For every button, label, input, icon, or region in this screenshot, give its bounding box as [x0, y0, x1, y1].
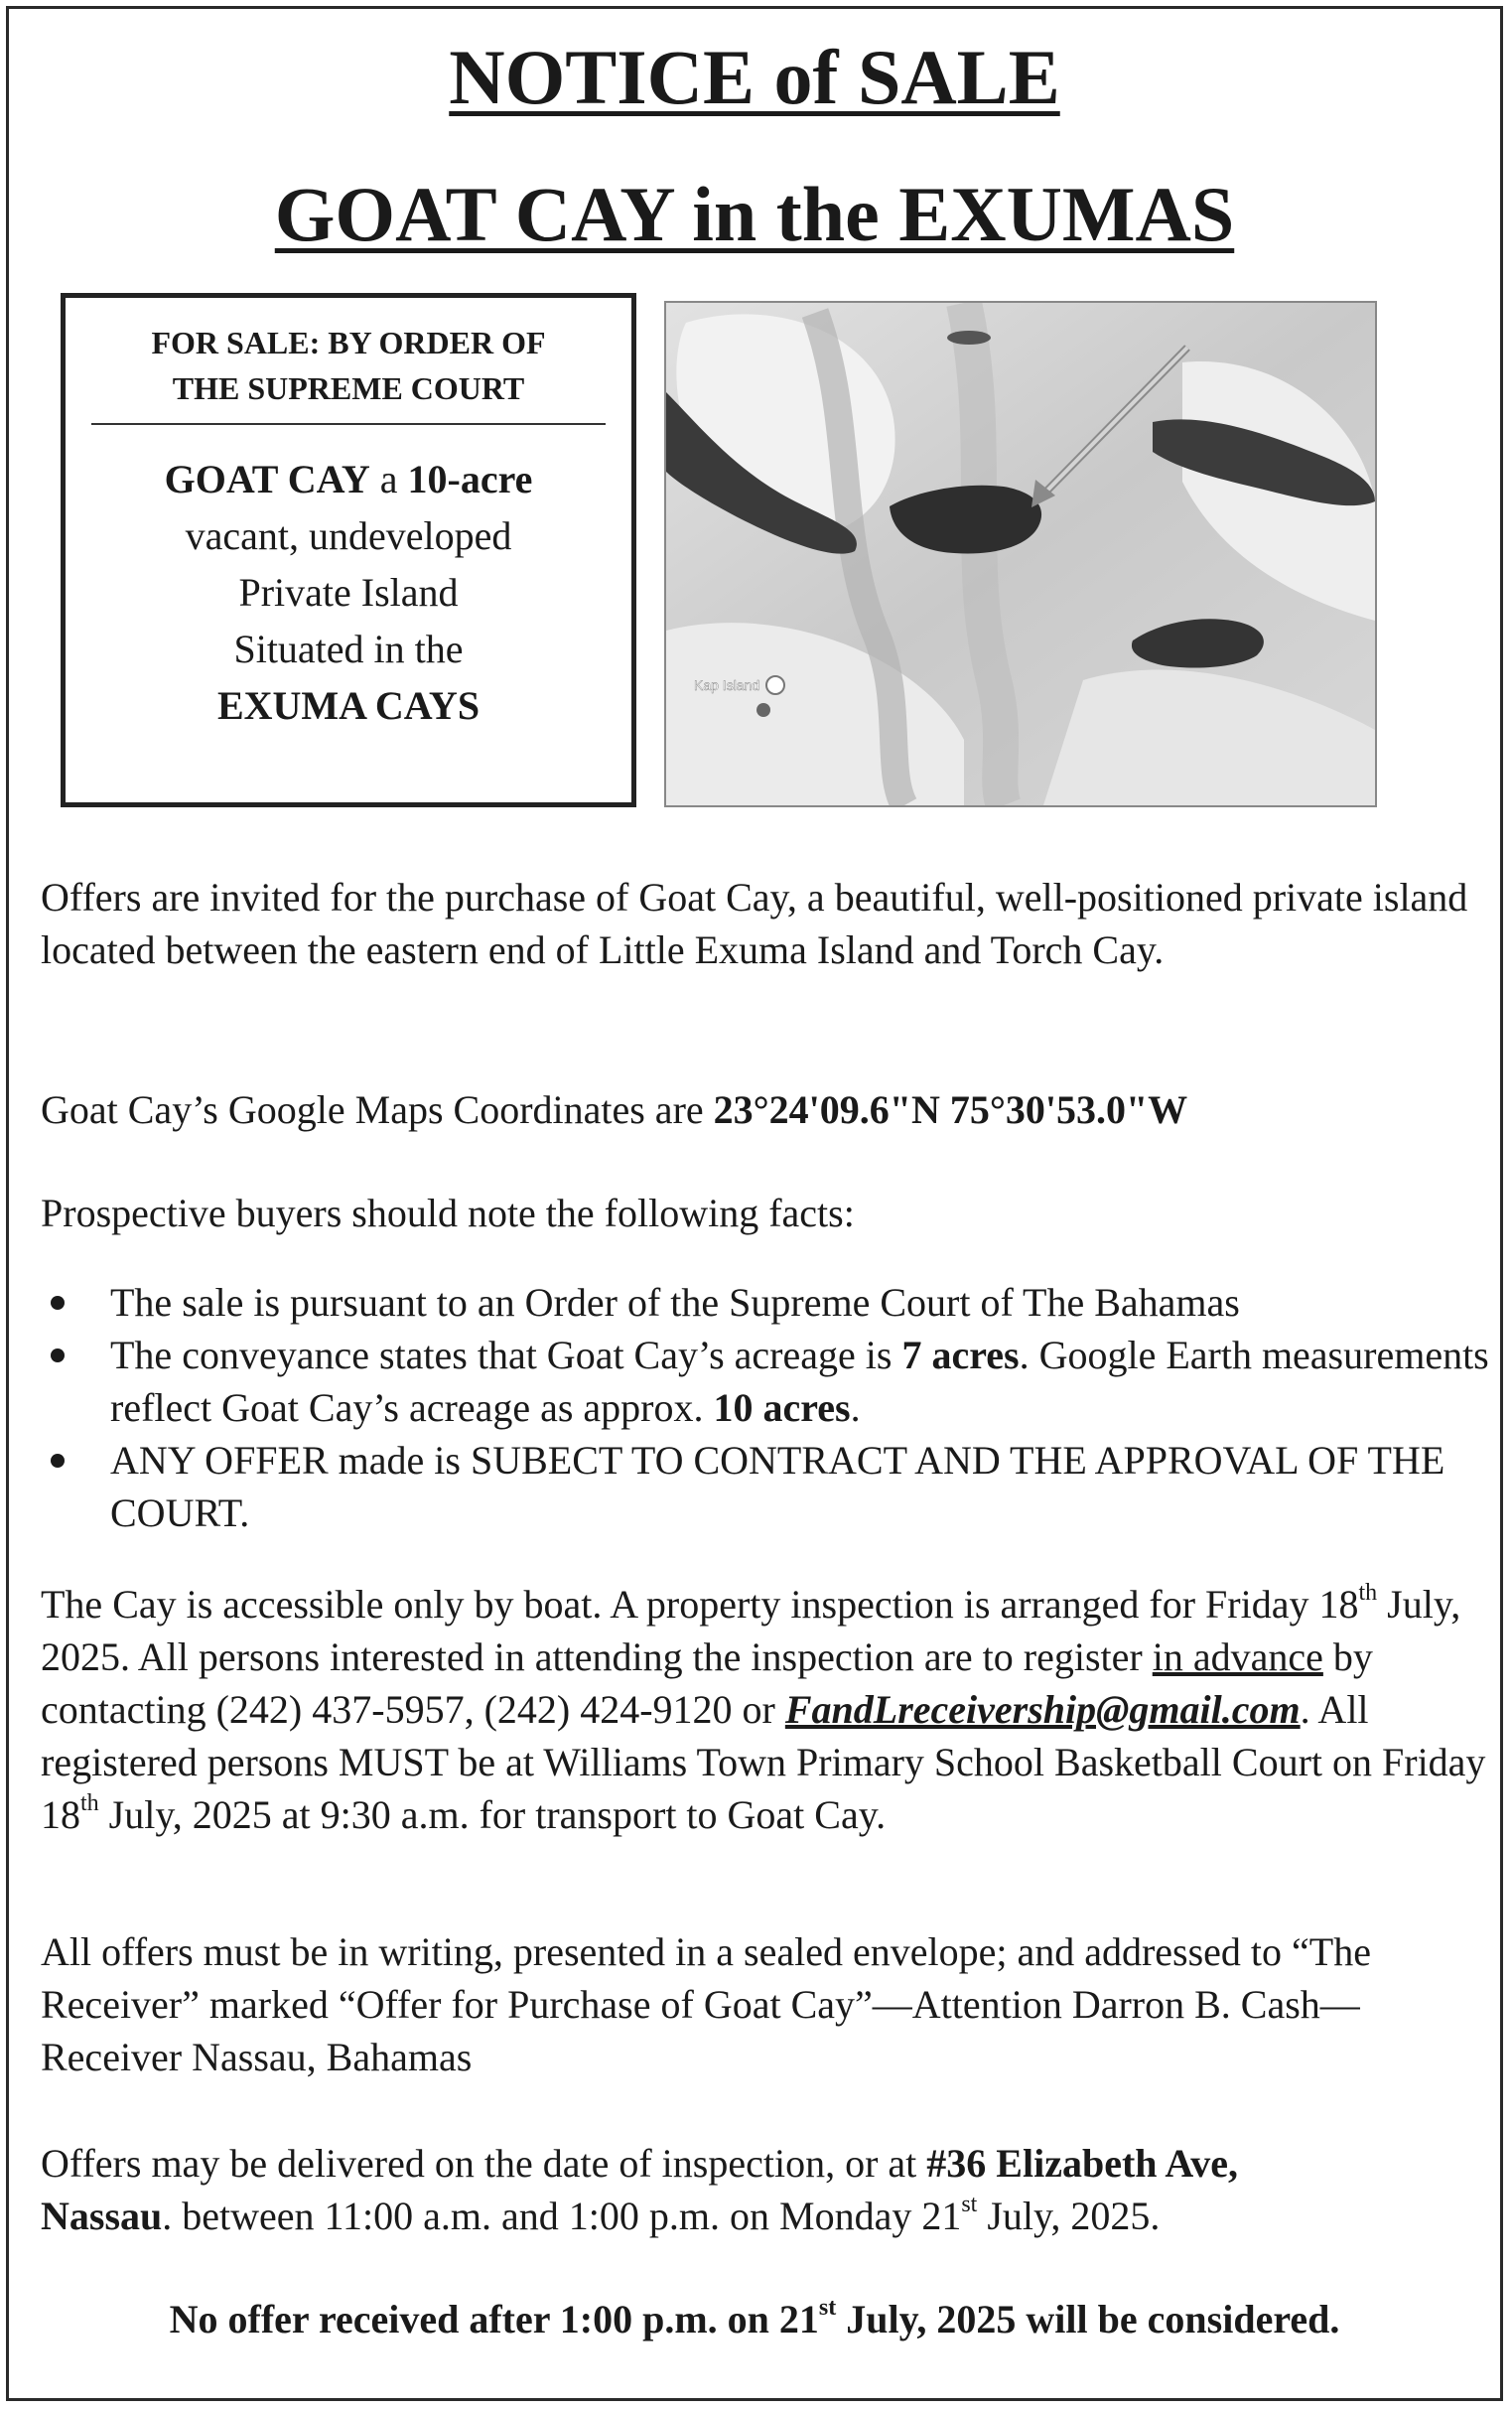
order-line-4: Situated in the — [233, 627, 464, 671]
in-advance-text: in advance — [1152, 1634, 1323, 1679]
order-heading-line-1: FOR SALE: BY ORDER OF — [151, 325, 546, 360]
order-a: a — [369, 457, 408, 501]
facts-intro: Prospective buyers should note the following facts: — [41, 1191, 855, 1235]
inspection-text: . All registered persons MUST be at Williams Town Primary School Basketball Court on Friday 18 — [41, 1687, 1486, 1837]
inspection-text: The Cay is accessible only by boat. A property inspection is arranged for Friday 18 — [41, 1582, 1359, 1627]
inspection-text: by contacting (242) 437-5957, (242) 424-9120 or — [41, 1634, 1373, 1732]
ten-acre-label: 10-acre — [407, 457, 533, 501]
order-line-5: EXUMA CAYS — [216, 683, 481, 728]
map-place-label: Kap Island — [694, 677, 760, 693]
title-line-1: NOTICE of SALE — [449, 34, 1060, 120]
order-line-1 — [66, 451, 631, 507]
order-description — [66, 451, 631, 734]
inspection-text: July, 2025 at 9:30 a.m. for transport to Goat Cay. — [98, 1792, 887, 1837]
ordinal-suffix: th — [80, 1790, 99, 1816]
fact-item-court-order — [41, 1276, 1490, 1329]
delivery-text: . between 11:00 a.m. and 1:00 p.m. on Monday 21 — [162, 2194, 962, 2238]
aerial-map-photo — [664, 301, 1377, 807]
final-text: July, 2025 will be considered. — [836, 2297, 1340, 2341]
fact-item-subject-to-contract — [41, 1434, 1490, 1539]
bullet-icon — [51, 1348, 65, 1362]
coords-value: 23°24'09.6"N 75°30'53.0"W — [713, 1087, 1188, 1132]
order-line-2: vacant, undeveloped — [185, 513, 512, 558]
delivery-address: #36 Elizabeth Ave, — [926, 2141, 1238, 2186]
fact-item-acreage — [41, 1329, 1490, 1434]
fact-acres-10: 10 acres — [713, 1385, 851, 1430]
coordinates-paragraph — [41, 1083, 1490, 1136]
fact-text: ANY OFFER made is SUBECT TO CONTRACT AND THE APPROVAL OF THE COURT. — [110, 1438, 1445, 1535]
inspection-text: July, 2025. All persons interested in attending the inspection are to register — [41, 1582, 1461, 1679]
ordinal-suffix: th — [1358, 1580, 1378, 1606]
intro-paragraph: Offers are invited for the purchase of Goat Cay, a beautiful, well-positioned private island located between the eastern end of Little Exuma Island and Torch Cay. — [41, 875, 1468, 972]
final-text: No offer received after 1:00 p.m. on 21 — [169, 2297, 819, 2341]
fact-text: The sale is pursuant to an Order of the Supreme Court of The Bahamas — [110, 1280, 1240, 1325]
court-order-box — [61, 293, 636, 807]
delivery-text: July, 2025. — [977, 2194, 1161, 2238]
offers-writing-paragraph: All offers must be in writing, presented in a sealed envelope; and addressed to “The Receiver” marked “Offer for Purchase of Goat Cay”—Attention Darron B. Cash—Receiver Nassau, Bahamas — [41, 1929, 1371, 2079]
delivery-text: Offers may be delivered on the date of inspection, or at — [41, 2141, 927, 2186]
delivery-city: Nassau — [41, 2194, 163, 2238]
inspection-paragraph — [41, 1578, 1490, 1841]
final-deadline-notice — [9, 2293, 1500, 2345]
title-line-2: GOAT CAY in the EXUMAS — [274, 171, 1235, 257]
facts-list — [41, 1276, 1490, 1539]
email-link[interactable]: FandLreceivership@gmail.com — [784, 1687, 1301, 1732]
notice-of-sale — [6, 6, 1503, 2401]
order-line-3: Private Island — [238, 570, 459, 615]
delivery-paragraph — [41, 2137, 1490, 2242]
ordinal-suffix: st — [961, 2192, 978, 2217]
ordinal-suffix: st — [818, 2295, 837, 2321]
order-heading-line-2: THE SUPREME COURT — [172, 370, 525, 406]
fact-text: . — [850, 1385, 861, 1430]
bullet-icon — [51, 1454, 65, 1468]
fact-text: . Google Earth measurements reflect Goat Cay’s acreage as approx. — [110, 1333, 1489, 1430]
coords-prefix: Goat Cay’s Google Maps Coordinates are — [41, 1087, 714, 1132]
order-heading — [91, 320, 606, 425]
fact-acres-7: 7 acres — [901, 1333, 1020, 1377]
fact-text: The conveyance states that Goat Cay’s acreage is — [110, 1333, 902, 1377]
goat-cay-label: GOAT CAY — [164, 457, 370, 501]
bullet-icon — [51, 1296, 65, 1310]
